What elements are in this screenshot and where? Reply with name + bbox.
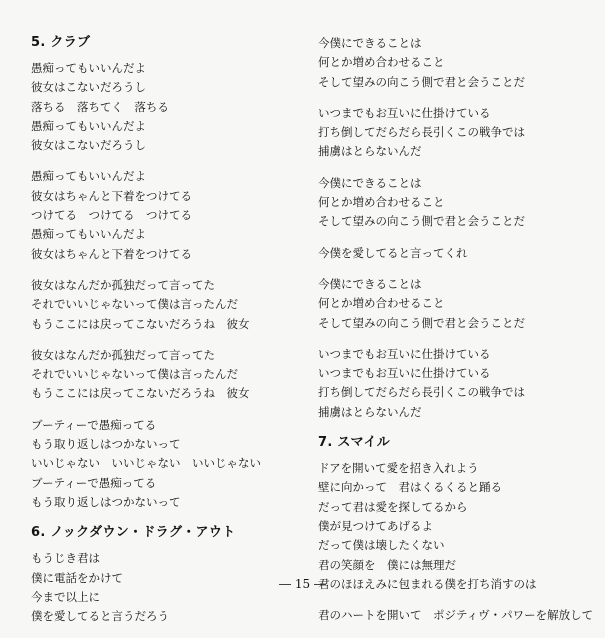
lyric-line: ブーティーで愚痴ってる bbox=[31, 417, 157, 432]
lyric-line: 何とか増め合わせること bbox=[318, 195, 445, 210]
lyric-line: 愚痴ってもいいんだよ bbox=[31, 61, 146, 75]
lyric-line: つけてる つけてる つけてる bbox=[31, 208, 192, 223]
song-title: 5. クラブ bbox=[31, 35, 91, 50]
lyric-stanza bbox=[318, 104, 598, 162]
lyric-line: 今僕を愛してると言ってくれ bbox=[318, 245, 468, 260]
lyric-stanza bbox=[318, 244, 598, 263]
lyric-line: ドアを開いて愛を招き入れよう bbox=[318, 461, 479, 476]
lyric-line: 君の笑顔を 僕には無理だ bbox=[318, 557, 456, 572]
lyric-line: 今僕にできることは bbox=[318, 276, 422, 291]
lyric-line: 愚痴ってもいいんだよ bbox=[31, 227, 146, 242]
lyric-line: いつまでもお互いに仕掛けている bbox=[318, 366, 491, 381]
lyric-line: 彼女はちゃんと下着をつけてる bbox=[31, 188, 192, 203]
lyric-line: いつまでもお互いに仕掛けている bbox=[318, 105, 491, 120]
lyric-stanza bbox=[31, 416, 293, 512]
lyric-line: 何とか増め合わせること bbox=[318, 55, 445, 70]
lyric-line: 僕を愛してると言うだろう bbox=[31, 609, 169, 624]
lyric-line: 君のハートを開いて ポジティヴ・パワーを解放して bbox=[318, 608, 594, 623]
song-section bbox=[318, 34, 598, 422]
lyric-stanza bbox=[31, 59, 293, 155]
lyric-line: もうここには戻ってこないだろうね 彼女 bbox=[31, 316, 250, 331]
lyric-stanza bbox=[318, 34, 598, 92]
lyric-stanza bbox=[31, 167, 293, 263]
lyric-line: もう取り返しはつかないって bbox=[31, 494, 181, 509]
lyric-line: 何とか増め合わせること bbox=[318, 296, 445, 311]
lyric-line: 愚痴ってもいいんだよ bbox=[31, 169, 146, 184]
lyric-line: 今まで以上に bbox=[31, 589, 100, 604]
lyric-stanza bbox=[318, 174, 598, 232]
lyric-line: 今僕にできることは bbox=[318, 36, 422, 50]
lyric-stanza bbox=[31, 276, 293, 334]
lyric-line: 落ちる 落ちてく 落ちる bbox=[31, 99, 169, 114]
lyric-line: 僕が見つけてあげるよ bbox=[318, 518, 433, 533]
lyric-line: そして望みの向こう側で君と会うことだ bbox=[318, 214, 525, 229]
lyric-line: 今僕にできることは bbox=[318, 175, 422, 190]
lyric-line: だって君は愛を探してるから bbox=[318, 499, 468, 514]
lyric-line: 彼女はこないだろうし bbox=[31, 138, 146, 153]
lyric-line: もうじき君は bbox=[31, 551, 100, 566]
lyric-line: もう取り返しはつかないって bbox=[31, 437, 181, 452]
lyric-line: 彼女はなんだか孤独だって言ってた bbox=[31, 347, 215, 362]
lyric-line: 愚痴ってもいいんだよ bbox=[31, 118, 146, 133]
lyric-line: 捕虜はとらないんだ bbox=[318, 404, 422, 419]
song-section bbox=[31, 34, 293, 512]
lyric-line: いつまでもお互いに仕掛けている bbox=[318, 346, 491, 361]
lyric-line: そして望みの向こう側で君と会うことだ bbox=[318, 74, 525, 89]
lyric-line: 壁に向かって 君はくるくると踊る bbox=[318, 480, 502, 495]
lyric-line: 彼女はなんだか孤独だって言ってた bbox=[31, 277, 215, 292]
lyric-line: ブーティーで愚痴ってる bbox=[31, 475, 157, 490]
lyric-line: 君のほほえみに包まれる僕を打ち消すのは bbox=[318, 576, 537, 591]
lyric-line: それでいいじゃないって僕は言ったんだ bbox=[31, 297, 238, 312]
right-column bbox=[318, 34, 598, 637]
lyric-line: それでいいじゃないって僕は言ったんだ bbox=[31, 367, 238, 382]
lyric-line: 捕虜はとらないんだ bbox=[318, 144, 422, 159]
lyric-stanza bbox=[31, 346, 293, 404]
lyric-stanza bbox=[318, 459, 598, 594]
lyric-line: いいじゃない いいじゃない いいじゃない bbox=[31, 456, 261, 471]
left-column bbox=[31, 34, 293, 638]
lyric-line: だって僕は壊したくない bbox=[318, 538, 445, 553]
lyric-stanza bbox=[318, 606, 598, 625]
song-title: 7. スマイル bbox=[318, 435, 391, 451]
lyric-line: そして望みの向こう側で君と会うことだ bbox=[318, 315, 525, 330]
lyric-stanza bbox=[318, 275, 598, 333]
lyric-line: 彼女はこないだろうし bbox=[31, 80, 146, 95]
lyric-line: 打ち倒してだらだら長引くこの戦争では bbox=[318, 125, 525, 140]
lyric-line: 打ち倒してだらだら長引くこの戦争では bbox=[318, 385, 525, 400]
song-section bbox=[318, 434, 598, 625]
song-title: 6. ノックダウン・ドラグ・アウト bbox=[31, 525, 236, 541]
lyric-line: 彼女はちゃんと下着をつけてる bbox=[31, 246, 192, 261]
lyric-stanza bbox=[318, 345, 598, 422]
lyric-line: もうここには戻ってこないだろうね 彼女 bbox=[31, 386, 250, 401]
lyric-line: 僕に電話をかけて bbox=[31, 570, 123, 585]
page-number: ― 15 ― bbox=[279, 577, 326, 591]
